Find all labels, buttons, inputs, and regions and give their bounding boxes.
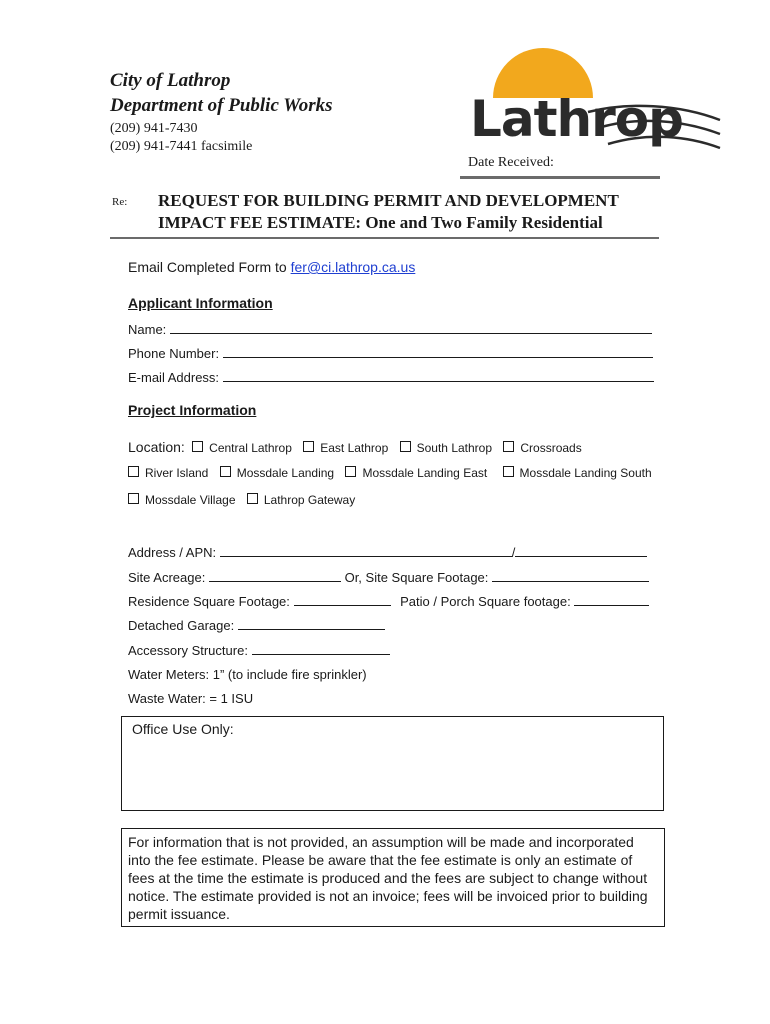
apn-field[interactable] — [515, 545, 647, 557]
location-row-3 — [128, 493, 363, 507]
checkbox-mossdale-landing[interactable] — [220, 466, 231, 477]
address-separator: / — [511, 545, 516, 560]
option-label: Mossdale Landing — [236, 466, 335, 480]
garage-row — [128, 618, 385, 633]
title-line-1: REQUEST FOR BUILDING PERMIT AND DEVELOPMENT — [158, 191, 619, 210]
email-label: E-mail Address: — [128, 370, 220, 385]
checkbox-river-island[interactable] — [128, 466, 139, 477]
accessory-row — [128, 643, 390, 658]
address-row — [128, 545, 647, 560]
email-instruction — [128, 259, 415, 275]
address-label: Address / APN: — [128, 545, 217, 560]
garage-field[interactable] — [238, 618, 385, 630]
email-link[interactable]: fer@ci.lathrop.ca.us — [290, 259, 416, 275]
address-field[interactable] — [220, 545, 512, 557]
garage-label: Detached Garage: — [128, 618, 235, 633]
site-acreage-row — [128, 570, 649, 585]
lathrop-logo — [468, 44, 723, 156]
checkbox-south-lathrop[interactable] — [400, 441, 411, 452]
divider — [110, 237, 659, 239]
phone-number: (209) 941-7430 — [110, 121, 198, 136]
site-sqft-label: Or, Site Square Footage: — [344, 570, 489, 585]
re-label: Re: — [112, 196, 128, 208]
option-label: Mossdale Landing South — [519, 466, 652, 480]
checkbox-mossdale-landing-south[interactable] — [503, 466, 514, 477]
accessory-field[interactable] — [252, 643, 390, 655]
phone-field[interactable] — [223, 346, 653, 358]
site-acreage-label: Site Acreage: — [128, 570, 206, 585]
water-meters: Water Meters: 1” (to include fire sprinkler) — [128, 667, 367, 682]
patio-field[interactable] — [574, 594, 649, 606]
patio-label: Patio / Porch Square footage: — [400, 594, 571, 609]
disclaimer-box: For information that is not provided, an assumption will be made and incorporated into the fee estimate. Please be aware that the fee estimate is only an estimate of fees at the time the estimate is produced and the fees are subject to change without notice. The estimate provided is not an invoice; fees will be invoiced prior to building permit issuance. — [121, 828, 665, 927]
residence-sqft-label: Residence Square Footage: — [128, 594, 290, 609]
name-field[interactable] — [170, 322, 652, 334]
name-row — [128, 322, 652, 337]
phone-row — [128, 346, 653, 361]
form-title — [158, 190, 619, 234]
date-received-label: Date Received: — [468, 155, 554, 170]
location-label: Location: — [128, 439, 185, 455]
option-label: Lathrop Gateway — [263, 493, 356, 507]
organization-header — [110, 68, 333, 118]
checkbox-crossroads[interactable] — [503, 441, 514, 452]
applicant-heading: Applicant Information — [128, 295, 273, 311]
checkbox-mossdale-landing-east[interactable] — [345, 466, 356, 477]
option-label: South Lathrop — [416, 441, 493, 455]
option-label: River Island — [145, 466, 209, 480]
residence-row — [128, 594, 649, 609]
option-label: Central Lathrop — [209, 441, 292, 455]
option-label: Mossdale Village — [145, 493, 236, 507]
office-use-box — [121, 716, 664, 811]
department-name: Department of Public Works — [110, 95, 333, 116]
checkbox-east-lathrop[interactable] — [303, 441, 314, 452]
project-heading: Project Information — [128, 402, 257, 418]
email-row — [128, 370, 654, 385]
city-name: City of Lathrop — [110, 70, 231, 91]
residence-sqft-field[interactable] — [294, 594, 391, 606]
phone-label: Phone Number: — [128, 346, 220, 361]
checkbox-mossdale-village[interactable] — [128, 493, 139, 504]
logo-text: Lathrop — [470, 90, 683, 148]
title-line-2: IMPACT FEE ESTIMATE: One and Two Family Residential — [158, 213, 603, 232]
site-acreage-field[interactable] — [209, 570, 341, 582]
contact-info — [110, 120, 252, 156]
location-row-2 — [128, 466, 660, 480]
name-label: Name: — [128, 322, 167, 337]
checkbox-lathrop-gateway[interactable] — [247, 493, 258, 504]
option-label: East Lathrop — [320, 441, 389, 455]
divider — [460, 176, 660, 179]
option-label: Mossdale Landing East — [362, 466, 488, 480]
checkbox-central-lathrop[interactable] — [192, 441, 203, 452]
option-label: Crossroads — [520, 441, 582, 455]
email-field[interactable] — [223, 370, 654, 382]
location-row-1 — [128, 439, 590, 455]
site-sqft-field[interactable] — [492, 570, 649, 582]
office-use-label: Office Use Only: — [132, 721, 234, 737]
accessory-label: Accessory Structure: — [128, 643, 248, 658]
waste-water: Waste Water: = 1 ISU — [128, 691, 254, 706]
fax-number: (209) 941-7441 facsimile — [110, 139, 253, 154]
email-prefix: Email Completed Form to — [128, 259, 291, 275]
